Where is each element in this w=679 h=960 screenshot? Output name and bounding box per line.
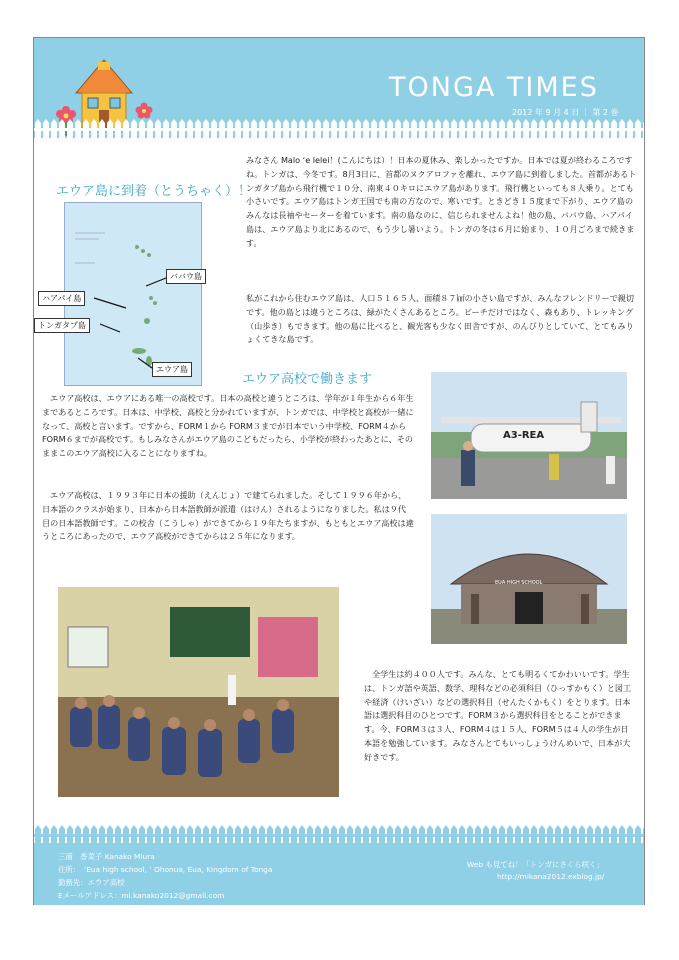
map-label-haapai: ハアパイ島	[38, 291, 85, 306]
section2-paragraph3: 全学生は約４００人です。みんな、とても明るくてかわいいです。学生は、トンガ語や英語、数学、理科などの必須科目（ひっすかもく）と図工や経済（けいざい）などの選択科目（せんたくかもく）をとります。日本語は選択科目のひとつです。FORM３から選択科目をとることができます。今、FORM３は３人、FORM４は１５人、FORM５は４人の学生が日本語を勉強しています。みなさんとてもいっしょうけんめいで、日本が大好きです。	[364, 669, 632, 762]
section2-heading: エウア高校で働きます	[242, 372, 373, 387]
airplane-photo	[431, 372, 627, 499]
school-building-photo	[431, 514, 627, 644]
issue-date: 2012 年 9 月 4 日 ｜ 第 2 巻	[512, 108, 619, 117]
section2-paragraph1: エウア高校は、エウアにある唯一の高校です。日本の高校と違うところは、学年が１年生から６年生まであるところです。日本は、中学校、高校と分かれていますが、トンガでは、中学校と高校が一緒になって、高校と言います。ですから、FORM１から FORM３までが日本でいう中学校、FORM４からFORM６までが高校です。もしみなさんがエウア島のこどもだったら、小学校が終わったあとに、そのままこのエウア高校に入ることになりますね。	[42, 393, 414, 459]
plane-registration: A3-REA	[503, 430, 545, 441]
header-banner	[34, 38, 644, 138]
web-url[interactable]: http://mikana2012.exblog.jp/	[497, 872, 605, 881]
picket-fence	[34, 118, 644, 138]
author-workplace: 勤務先：エウア高校	[58, 878, 125, 887]
map-label-eua: エウア島	[152, 362, 192, 377]
section1-paragraph1: みなさん Malo ʻe lelei！(こんにちは）！日本の夏休み、楽しかったですか。日本では夏が終わるころですね。トンガは、今冬です。8月3日に、首都のヌクアロファを離れ、エウア島に到着しました。首都があるトンガタプ島から飛行機で１０分、南東４０キロにエウア島があります。飛行機といっても８人乗り。とても小さいです。エウア島はトンガ王国でも南の方なので、寒いです。ときどき１５度まで下がり、エウア島のみんなは長袖やセーターを着ています。南の島なのに、信じられませんよね！他の島、ババウ島、ハアパイ島は、エウア島より北にあるので、もう少し暑いよう。トンガの冬は６月に始まり、１０月ごろまで続きます。	[246, 155, 637, 248]
map-label-tongatapu: トンガタプ島	[34, 318, 90, 333]
classroom-photo	[58, 587, 339, 797]
author-email[interactable]: Eメールアドレス：mi.kanako2012@gmail.com	[58, 891, 225, 900]
newsletter-title: TONGA TIMES	[389, 72, 599, 103]
map-label-vavau: ババウ島	[166, 269, 206, 284]
newsletter-page	[33, 37, 645, 905]
map-arrows	[34, 198, 204, 388]
author-address: 住所： ʻEua high school, ʻ Ohonua, Eua, Kingdom of Tonga	[58, 865, 273, 874]
school-sign: EUA HIGH SCHOOL	[495, 580, 543, 586]
section1-heading: エウア島に到着（とうちゃく）！	[56, 184, 252, 199]
author-name: 三浦 香菜子 Kanako Miura	[58, 852, 155, 861]
footer	[34, 843, 644, 905]
section1-paragraph2: 私がこれから住むエウア島は、人口５１６５人、面積８７㎢の小さい島ですが、みんなフレンドリーで親切です。他の島とは違うところは、緑がたくさんあるところ。ビーチだけではなく、森もあり、トレッキング（山歩き）もできます。他の島に比べると、観光客も少なく田舎ですが、のんびりとしていて、とてもみりょくてきな島です。	[246, 293, 634, 345]
web-label: Web も見てね！「トンガにさくら咲く」	[467, 860, 604, 869]
section2-paragraph2: エウア高校は、１９９３年に日本の援助（えんじょ）で建てられました。そして１９９６年から、日本語のクラスが始まり、日本から日本語教師が派遣（はけん）されるようになりました。私は９代目の日本語教師です。この校舎（こうしゃ）ができてから１９年たちますが、もともとエウア高校は違うところにあったので、エウア高校ができてからは２５年になります。	[42, 490, 414, 542]
picket-fence	[34, 824, 644, 844]
